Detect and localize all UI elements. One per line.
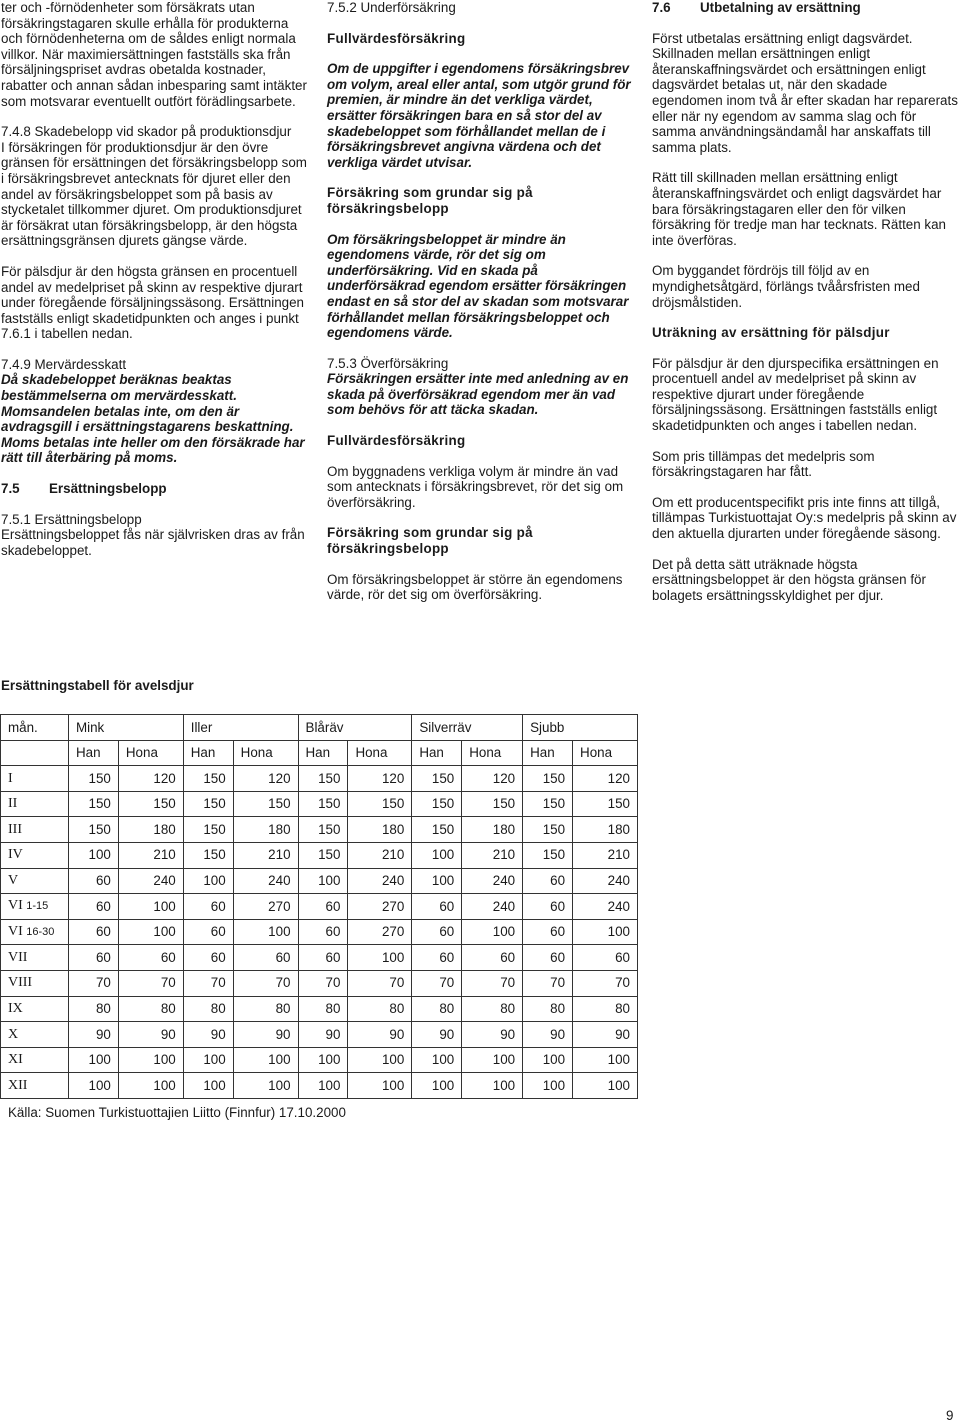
value-cell: 180 <box>462 817 523 843</box>
value-cell: 60 <box>298 894 348 920</box>
value-cell: 180 <box>573 817 638 843</box>
value-cell: 150 <box>523 791 573 817</box>
section-748-heading: 7.4.8 Skadebelopp vid skador på produktionsdjur <box>1 124 292 140</box>
header-sex: Hona <box>573 740 638 766</box>
section-753-heading: 7.5.3 Överförsäkring <box>327 355 449 371</box>
value-cell: 150 <box>412 817 462 843</box>
value-cell: 80 <box>462 996 523 1022</box>
value-cell: 150 <box>183 791 233 817</box>
value-cell: 100 <box>298 868 348 894</box>
section-753-body: Försäkringen ersätter inte med anledning av en skada på överförsäkrad egendom mer än vad som behövs för att täcka skadan. <box>327 371 629 418</box>
month-subrange: 1-15 <box>26 900 49 913</box>
value-cell: 240 <box>573 894 638 920</box>
value-cell: 150 <box>462 791 523 817</box>
section-748-body: I försäkringen för produktionsdjur är den övre gränsen för ersättningen det försäkringsbelopp som i försäkringsbrevet antecknats för djuret eller den andel av försäkringsbeloppet som på basis av stycketalet tillkommer djuret. Om produktionsdjuret är försäkrat utan försäkringsbelopp, är den högsta ersättningsgränsen djurets gängse värde. <box>1 139 307 249</box>
value-cell: 80 <box>348 996 412 1022</box>
value-cell: 60 <box>118 945 183 971</box>
paragraph-ratt-till-skillnaden: Rätt till skillnaden mellan ersättning enligt återanskaffningsvärdet och enligt dagsvärdet har bara försäkringstagaren eller den för vilken försäkring för tredje man har tecknats. Rätten kan inte överföras. <box>652 170 946 248</box>
value-cell: 80 <box>298 996 348 1022</box>
value-cell: 150 <box>298 766 348 792</box>
value-cell: 90 <box>573 1022 638 1048</box>
month-cell <box>1 766 69 792</box>
table-row <box>1 1047 638 1073</box>
value-cell: 100 <box>183 1073 233 1099</box>
value-cell: 90 <box>68 1022 118 1048</box>
header-sex: Hona <box>348 740 412 766</box>
value-cell: 70 <box>462 970 523 996</box>
header-animal: Mink <box>68 715 183 741</box>
value-cell: 100 <box>412 1047 462 1073</box>
value-cell: 150 <box>348 791 412 817</box>
value-cell: 80 <box>233 996 298 1022</box>
value-cell: 150 <box>523 817 573 843</box>
value-cell: 210 <box>462 842 523 868</box>
table-row <box>1 996 638 1022</box>
value-cell: 100 <box>523 1073 573 1099</box>
section-749-body: Då skadebeloppet beräknas beaktas bestämmelserna om mervärdesskatt. Momsandelen betalas inte, om den är avdragsgill i ersättningstagarens beskattning. Moms betalas inte heller om den försäkrade har rätt till återbäring på moms. <box>1 372 305 466</box>
month-cell <box>1 996 69 1022</box>
value-cell: 60 <box>68 945 118 971</box>
table-row <box>1 868 638 894</box>
paragraph-intro: ter och -förnödenheter som försäkrats utan försäkringstagaren skulle erhålla för produkterna och förnödenheterna om de såldes enligt normala villkor. När maximiersättningen fastställs ska från försäljningspriset avdras obetalda kostnader, rabatter och annan sådan inbesparing samt intäkter som motsvarar eventuellt outfört förädlingsarbete. <box>1 0 307 109</box>
value-cell: 210 <box>348 842 412 868</box>
value-cell: 80 <box>183 996 233 1022</box>
month-cell <box>1 868 69 894</box>
table-row <box>1 894 638 920</box>
table-row <box>1 945 638 971</box>
value-cell: 100 <box>118 894 183 920</box>
header-animal: Silverräv <box>412 715 523 741</box>
value-cell: 150 <box>298 791 348 817</box>
value-cell: 100 <box>298 1073 348 1099</box>
value-cell: 150 <box>523 766 573 792</box>
value-cell: 100 <box>412 842 462 868</box>
month-cell <box>1 1022 69 1048</box>
value-cell: 150 <box>183 842 233 868</box>
value-cell: 150 <box>412 791 462 817</box>
value-cell: 60 <box>68 919 118 945</box>
forsakringsbelopp-1-body: Om försäkringsbeloppet är mindre än egendomens värde, rör det sig om underförsäkring. Vid en skada på underförsäkrad egendom ersätter försäkringen endast en så stor del av skadan som motsvarar förhållandet mellan försäkringsbeloppet och egendomens värde. <box>327 231 629 341</box>
value-cell: 210 <box>573 842 638 868</box>
month-roman: I <box>8 770 13 786</box>
month-roman: III <box>8 821 22 837</box>
table-row <box>1 791 638 817</box>
fullvarde-2-body: Om byggnadens verkliga volym är mindre än vad som antecknats i försäkringsbrevet, rör det sig om överförsäkring. <box>327 463 624 510</box>
value-cell: 100 <box>118 1073 183 1099</box>
month-cell <box>1 894 69 920</box>
value-cell: 60 <box>183 894 233 920</box>
header-sex: Han <box>412 740 462 766</box>
value-cell: 210 <box>118 842 183 868</box>
table-row <box>1 919 638 945</box>
section-75-title: Ersättningsbelopp <box>49 481 167 497</box>
value-cell: 240 <box>348 868 412 894</box>
value-cell: 60 <box>523 868 573 894</box>
value-cell: 100 <box>68 1047 118 1073</box>
value-cell: 100 <box>233 1073 298 1099</box>
paragraph-palsdjur: För pälsdjur är den högsta gränsen en procentuell andel av medelpriset på skinn av respektive djurart under föregående försäljningssäsong. Ersättningen fastställs enligt skadetidpunkten och anges i punkt 7.6.1 i tabellen nedan. <box>1 263 304 342</box>
value-cell: 60 <box>68 868 118 894</box>
header-animal: Sjubb <box>523 715 638 741</box>
table-row <box>1 1073 638 1099</box>
header-animal: Blåräv <box>298 715 412 741</box>
value-cell: 100 <box>573 919 638 945</box>
table-body <box>1 715 638 1099</box>
value-cell: 60 <box>183 945 233 971</box>
value-cell: 60 <box>68 894 118 920</box>
section-75-number: 7.5 <box>1 481 20 497</box>
header-sex: Han <box>523 740 573 766</box>
table-row <box>1 766 638 792</box>
value-cell: 240 <box>462 894 523 920</box>
value-cell: 70 <box>348 970 412 996</box>
value-cell: 240 <box>573 868 638 894</box>
value-cell: 70 <box>233 970 298 996</box>
section-76-heading <box>652 0 958 16</box>
compensation-table <box>0 714 638 1099</box>
table-row <box>1 842 638 868</box>
column-right <box>652 0 958 618</box>
month-roman: II <box>8 796 18 812</box>
month-roman: VIII <box>8 975 33 991</box>
value-cell: 70 <box>118 970 183 996</box>
value-cell: 80 <box>412 996 462 1022</box>
value-cell: 90 <box>523 1022 573 1048</box>
value-cell: 180 <box>348 817 412 843</box>
value-cell: 150 <box>118 791 183 817</box>
value-cell: 100 <box>183 868 233 894</box>
month-cell <box>1 1073 69 1099</box>
paragraph-dagsvarde: Först utbetalas ersättning enligt dagsvärdet. Skillnaden mellan ersättningen enligt återanskaffningsvärdet och ersättningen enligt dagsvärdet betalas ut, när den skadade egendomen inom två år efter skadan har reparerats eller när ny egendom av samma slag och för samma användningsändamål har anskaffats till samma plats. <box>652 30 958 155</box>
value-cell: 60 <box>523 894 573 920</box>
value-cell: 90 <box>233 1022 298 1048</box>
value-cell: 70 <box>412 970 462 996</box>
value-cell: 100 <box>233 1047 298 1073</box>
header-sex: Han <box>298 740 348 766</box>
value-cell: 80 <box>573 996 638 1022</box>
value-cell: 100 <box>412 868 462 894</box>
value-cell: 100 <box>298 1047 348 1073</box>
value-cell: 210 <box>233 842 298 868</box>
month-cell <box>1 970 69 996</box>
value-cell: 120 <box>233 766 298 792</box>
value-cell: 120 <box>118 766 183 792</box>
value-cell: 100 <box>412 1073 462 1099</box>
table-header-animals <box>1 715 638 741</box>
value-cell: 120 <box>348 766 412 792</box>
value-cell: 100 <box>573 1073 638 1099</box>
value-cell: 100 <box>118 919 183 945</box>
month-cell <box>1 817 69 843</box>
value-cell: 70 <box>523 970 573 996</box>
month-roman: X <box>8 1026 19 1042</box>
table-header-sex <box>1 740 638 766</box>
value-cell: 60 <box>462 945 523 971</box>
header-sex: Han <box>68 740 118 766</box>
value-cell: 100 <box>462 919 523 945</box>
month-cell <box>1 1047 69 1073</box>
month-roman: VII <box>8 949 28 965</box>
paragraph-producentspecifikt: Om ett producentspecifikt pris inte finns att tillgå, tillämpas Turkistuottajat Oy:s medelpris på skinn av den aktuella djurarten under föregående säsong. <box>652 494 957 542</box>
value-cell: 150 <box>68 817 118 843</box>
value-cell: 100 <box>462 1047 523 1073</box>
header-sex: Hona <box>118 740 183 766</box>
month-cell <box>1 945 69 971</box>
month-roman: XII <box>8 1077 28 1093</box>
paragraph-hogsta-ersattning: Det på detta sätt uträknade högsta ersättningsbeloppet är den högsta gränsen för bolagets ersättningsskyldighet per djur. <box>652 556 926 603</box>
value-cell: 60 <box>412 919 462 945</box>
table-row <box>1 1022 638 1048</box>
value-cell: 150 <box>68 766 118 792</box>
header-sex: Hona <box>462 740 523 766</box>
value-cell: 80 <box>523 996 573 1022</box>
value-cell: 60 <box>183 919 233 945</box>
value-cell: 70 <box>573 970 638 996</box>
value-cell: 100 <box>118 1047 183 1073</box>
value-cell: 120 <box>462 766 523 792</box>
value-cell: 150 <box>183 817 233 843</box>
value-cell: 60 <box>573 945 638 971</box>
value-cell: 180 <box>118 817 183 843</box>
month-subrange: 16-30 <box>26 925 55 938</box>
value-cell: 60 <box>412 945 462 971</box>
month-cell <box>1 919 69 945</box>
value-cell: 150 <box>523 842 573 868</box>
value-cell: 150 <box>233 791 298 817</box>
value-cell: 90 <box>298 1022 348 1048</box>
page-number: 9 <box>946 1408 954 1423</box>
value-cell: 60 <box>523 945 573 971</box>
value-cell: 90 <box>118 1022 183 1048</box>
value-cell: 90 <box>183 1022 233 1048</box>
value-cell: 240 <box>233 868 298 894</box>
value-cell: 100 <box>348 1073 412 1099</box>
value-cell: 150 <box>298 842 348 868</box>
heading-forsakringsbelopp-2: Försäkring som grundar sig på försäkringsbelopp <box>327 525 533 557</box>
table-row <box>1 970 638 996</box>
section-751-body: Ersättningsbeloppet fås när självrisken dras av från skadebeloppet. <box>1 527 305 558</box>
value-cell: 240 <box>462 868 523 894</box>
paragraph-djurspecifika: För pälsdjur är den djurspecifika ersättningen en procentuell andel av medelpriset på skinn av respektive djurart under föregående försäljningssäsong. Ersättningen fastställs enligt skadetidpunkten och anges i tabellen nedan. <box>652 355 939 434</box>
heading-fullvarde-1: Fullvärdesförsäkring <box>327 30 466 46</box>
month-roman: V <box>8 873 19 889</box>
value-cell: 270 <box>348 894 412 920</box>
fullvarde-1-body: Om de uppgifter i egendomens försäkringsbrev om volym, areal eller antal, som utgör grund för premien, är mindre än det verkliga värdet, ersätter försäkringen bara en så stor del av skadebeloppet som förhållandet mellan de i försäkringsbrevet angivna värdena och det verkliga värdet utvisar. <box>327 61 631 170</box>
value-cell: 150 <box>412 766 462 792</box>
value-cell: 100 <box>462 1073 523 1099</box>
heading-fullvarde-2: Fullvärdesförsäkring <box>327 433 466 449</box>
column-middle <box>327 0 633 618</box>
forsakringsbelopp-2-body: Om försäkringsbeloppet är större än egendomens värde, rör det sig om överförsäkring. <box>327 571 623 603</box>
section-75-heading <box>1 481 307 497</box>
header-corner: mån. <box>1 715 69 741</box>
value-cell: 100 <box>348 945 412 971</box>
month-roman: VI <box>8 898 23 914</box>
value-cell: 60 <box>523 919 573 945</box>
value-cell: 80 <box>118 996 183 1022</box>
value-cell: 270 <box>348 919 412 945</box>
value-cell: 100 <box>348 1047 412 1073</box>
value-cell: 180 <box>233 817 298 843</box>
column-left <box>1 0 307 573</box>
value-cell: 90 <box>348 1022 412 1048</box>
section-76-title: Utbetalning av ersättning <box>700 0 861 15</box>
value-cell: 120 <box>573 766 638 792</box>
table-title: Ersättningstabell för avelsdjur <box>1 678 194 693</box>
value-cell: 150 <box>298 817 348 843</box>
header-sex: Hona <box>233 740 298 766</box>
month-roman: VI <box>8 923 23 939</box>
section-749-heading: 7.4.9 Mervärdesskatt <box>1 356 127 372</box>
value-cell: 100 <box>523 1047 573 1073</box>
month-cell <box>1 791 69 817</box>
month-roman: XI <box>8 1052 23 1068</box>
value-cell: 90 <box>412 1022 462 1048</box>
section-76-number: 7.6 <box>652 0 671 15</box>
value-cell: 60 <box>233 945 298 971</box>
value-cell: 100 <box>183 1047 233 1073</box>
value-cell: 70 <box>298 970 348 996</box>
month-roman: IV <box>8 847 23 863</box>
value-cell: 90 <box>462 1022 523 1048</box>
value-cell: 150 <box>573 791 638 817</box>
value-cell: 240 <box>118 868 183 894</box>
paragraph-pris: Som pris tillämpas det medelpris som försäkringstagaren har fått. <box>652 448 875 480</box>
header-empty <box>1 740 69 766</box>
value-cell: 60 <box>412 894 462 920</box>
section-752-heading: 7.5.2 Underförsäkring <box>327 0 456 15</box>
table-source: Källa: Suomen Turkistuottajien Liitto (Finnfur) 17.10.2000 <box>8 1105 346 1120</box>
value-cell: 150 <box>68 791 118 817</box>
header-sex: Han <box>183 740 233 766</box>
heading-forsakringsbelopp-1: Försäkring som grundar sig på försäkringsbelopp <box>327 185 533 216</box>
value-cell: 60 <box>298 945 348 971</box>
value-cell: 270 <box>233 894 298 920</box>
month-roman: IX <box>8 1001 23 1017</box>
value-cell: 60 <box>298 919 348 945</box>
value-cell: 80 <box>68 996 118 1022</box>
value-cell: 150 <box>183 766 233 792</box>
month-cell <box>1 842 69 868</box>
table-row <box>1 817 638 843</box>
value-cell: 100 <box>68 1073 118 1099</box>
value-cell: 100 <box>68 842 118 868</box>
value-cell: 70 <box>183 970 233 996</box>
value-cell: 100 <box>233 919 298 945</box>
header-animal: Iller <box>183 715 298 741</box>
value-cell: 100 <box>573 1047 638 1073</box>
heading-utrakning: Uträkning av ersättning för pälsdjur <box>652 325 890 341</box>
section-751-heading: 7.5.1 Ersättningsbelopp <box>1 511 142 527</box>
paragraph-byggandet: Om byggandet fördröjs till följd av en myndighetsåtgärd, förlängs tvåårsfristen med dröjsmålstiden. <box>652 263 920 310</box>
value-cell: 70 <box>68 970 118 996</box>
